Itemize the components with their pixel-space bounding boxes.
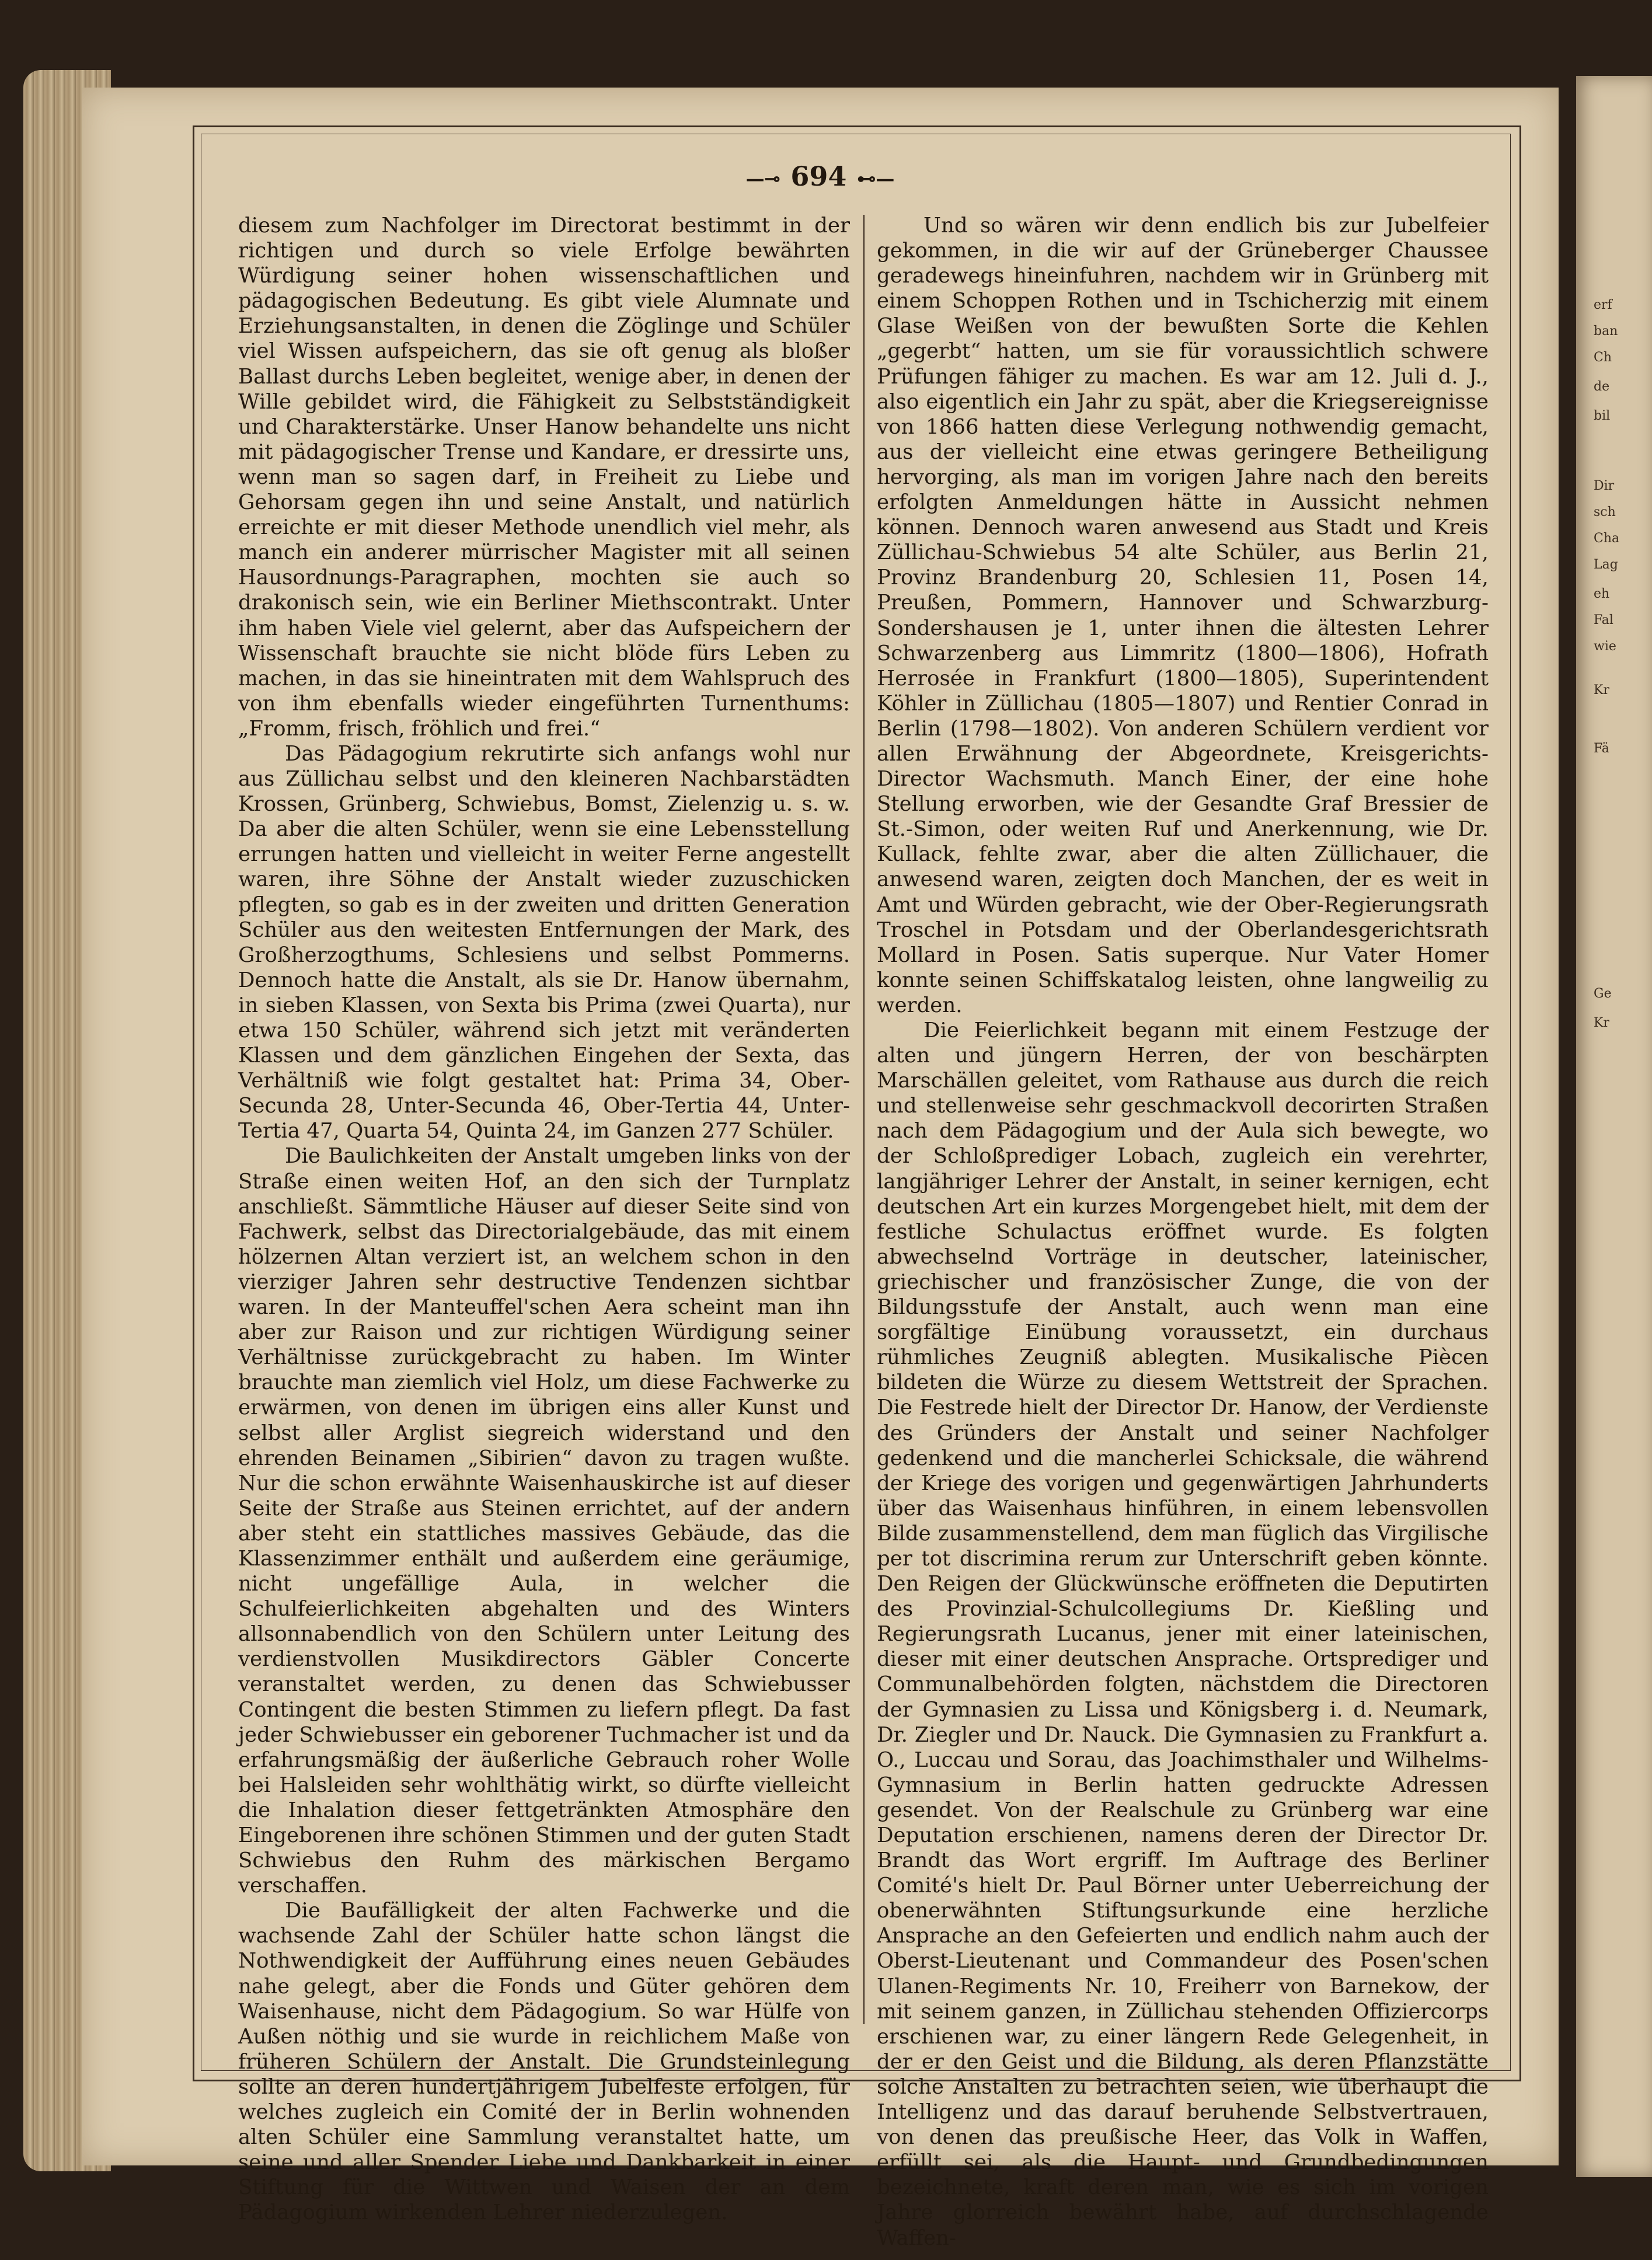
page-header <box>82 161 1559 192</box>
facing-page-fragment: ban <box>1594 324 1618 339</box>
facing-page-fragment: erf <box>1594 298 1612 312</box>
facing-page-fragment: Dir <box>1594 479 1615 493</box>
right-paragraph: Die Feierlichkeit begann mit einem Festzuge der alten und jüngern Herren, der von beschärpten Marschällen geleitet, vom Rathause aus durch die reich und stellenweise sehr geschmackvoll decorirten Straßen nach dem Pädagogium und der Aula sich bewegte, wo der Schloßprediger Lobach, zugleich ein verehrter, langjähriger Lehrer der Anstalt, in seiner kernigen, echt deutschen Art ein kurzes Morgengebet hielt, mit dem der festliche Schulactus eröffnet wurde. Es folgten abwechselnd Vorträge in deutscher, lateinischer, griechischer und französischer Zunge, die von der Bildungsstufe der Anstalt, auch wenn man eine sorgfältige Einübung voraussetzt, ein durchaus rühmliches Zeugniß ablegten. Musikalische Piècen bildeten die Würze zu diesem Wettstreit der Sprachen. Die Festrede hielt der Director Dr. Hanow, der Verdienste des Gründers der Anstalt und seiner Nachfolger gedenkend und die mancherlei Schicksale, die während der Kriege des vorigen und gegenwärtigen Jahrhunderts über das Waisenhaus hinführen, in einem lebensvollen Bilde zusammenstellend, dem man füglich das Virgilische per tot discrimina rerum zur Unterschrift geben könnte. Den Reigen der Glückwünsche eröffneten die Deputirten des Provinzial-Schulcollegiums Dr. Kießling und Regierungsrath Lucanus, jener mit einer lateinischen, dieser mit einer deutschen Ansprache. Ortsprediger und Communalbehörden folgten, nächstdem die Directoren der Gymnasien zu Lissa und Königsberg i. d. Neumark, Dr. Ziegler und Dr. Nauck. Die Gymnasien zu Frankfurt a. O., Luccau und Sorau, das Joachimsthaler und Wilhelms-Gymnasium in Berlin hatten gedruckte Adressen gesendet. Von der Realschule zu Grünberg war eine Deputation erschienen, namens deren der Director Dr. Brandt das Wort ergriff. Im Auftrage des Berliner Comité's hielt Dr. Paul Börner unter Ueberreichung der obenerwähnten Stiftungsurkunde eine herzliche Ansprache an den Gefeierten und endlich nahm auch der Oberst-Lieutenant und Commandeur des Posen'schen Ulanen-Regiments Nr. 10, Freiherr von Barnekow, der mit seinem ganzen, in Züllichau stehenden Offiziercorps erschienen war, zu einer längern Rede Gelegenheit, in der er den Geist und die Bildung, als deren Pflanzstätte solche Anstalten zu betrachten seien, wie überhaupt die Intelligenz und das darauf beruhende Selbstvertrauen, von denen das preußische Heer, das Volk in Waffen, erfüllt sei, als die Haupt- und Grundbedingungen bezeichnete, kraft deren man, wie es sich im vorigen Jahre glorreich bewährt habe, auf durchschlagende Waffen- <box>877 1019 1489 2250</box>
facing-page-fragment: eh <box>1594 587 1610 601</box>
right-paragraph: Und so wären wir denn endlich bis zur Jubelfeier gekommen, in die wir auf der Grüneberger Chaussee geradewegs hineinfuhren, nachdem wir in Grünberg mit einem Schoppen Rothen und in Tschicherzig mit einem Glase Weißen von der bewußten Sorte die Kehlen „gegerbt“ hatten, um sie für voraussichtlich schwere Prüfungen fähiger zu machen. Es war am 12. Juli d. J., also eigentlich ein Jahr zu spät, aber die Kriegsereignisse von 1866 hatten diese Verlegung nothwendig gemacht, aus der vielleicht eine etwas geringere Betheiligung hervorging, als man im vorigen Jahre nach den bereits erfolgten Anmeldungen hätte in Aussicht nehmen können. Dennoch waren anwesend aus Stadt und Kreis Züllichau-Schwiebus 54 alte Schüler, aus Berlin 21, Provinz Brandenburg 20, Schlesien 11, Posen 14, Preußen, Pommern, Hannover und Schwarzburg-Sondershausen je 1, unter ihnen die ältesten Lehrer Schwarzenberg aus Limmritz (1800—1806), Hofrath Herrosée in Frankfurt (1800—1805), Superintendent Köhler in Züllichau (1805—1807) und Rentier Conrad in Berlin (1798—1802). Von anderen Schülern verdient vor allen Erwähnung der Abgeordnete, Kreisgerichts-Director Wachsmuth. Manch Einer, der eine hohe Stellung erworben, wie der Gesandte Graf Bressier de St.-Simon, oder weiten Ruf und Anerkennung, wie Dr. Kullack, fehlte zwar, aber die alten Züllichauer, die anwesend waren, zeigten doch Manchen, der es weit in Amt und Würden gebracht, wie der Ober-Regierungsrath Troschel in Potsdam und der Oberlandesgerichtsrath Mollard in Posen. Satis superque. Nur Vater Homer konnte seinen Schiffskatalog leisten, ohne langweilig zu werden. <box>877 214 1489 1017</box>
left-paragraph: Die Baulichkeiten der Anstalt umgeben links von der Straße einen weiten Hof, an den sich der Turnplatz anschließt. Sämmtliche Häuser auf dieser Seite sind von Fachwerk, selbst das Directorialgebäude, das mit einem hölzernen Altan verziert ist, an welchem schon in den vierziger Jahren sehr destructive Tendenzen sichtbar waren. In der Manteuffel'schen Aera scheint man ihn aber zur Raison und zur richtigen Würdigung seiner Verhältnisse zurückgebracht zu haben. Im Winter brauchte man ziemlich viel Holz, um diese Fachwerke zu erwärmen, von denen im übrigen eins aller Kunst und selbst aller Arglist siegreich widerstand und den ehrenden Beinamen „Sibirien“ davon zu tragen wußte. Nur die schon erwähnte Waisenhauskirche ist auf dieser Seite der Straße aus Steinen errichtet, auf der andern aber steht ein stattliches massives Gebäude, das die Klassenzimmer enthält und außerdem eine geräumige, nicht ungefällige Aula, in welcher die Schulfeierlichkeiten abgehalten und des Winters allsonnabendlich von den Schülern unter Leitung des verdienstvollen Musikdirectors Gäbler Concerte veranstaltet werden, zu denen das Schwiebusser Contingent die besten Stimmen zu liefern pflegt. Da fast jeder Schwiebusser ein geborener Tuchmacher ist und da erfahrungsmäßig der äußerliche Gebrauch roher Wolle bei Halsleiden sehr wohlthätig wirkt, so dürfte vielleicht die Inhalation dieser fettgetränkten Atmosphäre den Eingeborenen ihre schönen Stimmen und der guten Stadt Schwiebus den Ruhm des märkischen Bergamo verschaffen. <box>238 1144 850 1898</box>
page <box>82 88 1559 2250</box>
facing-page-fragment: Kr <box>1594 683 1609 697</box>
facing-page-fragment: Ge <box>1594 986 1612 1001</box>
facing-page-fragment: Kr <box>1594 1016 1609 1030</box>
page-number: 694 <box>790 161 847 192</box>
facing-page-fragment: sch <box>1594 505 1616 519</box>
facing-page-fragment: wie <box>1594 639 1616 654</box>
facing-page-edge <box>1576 76 1652 2177</box>
column-divider <box>863 215 865 2024</box>
facing-page-fragment: Cha <box>1594 531 1620 546</box>
left-paragraph: Die Baufälligkeit der alten Fachwerke und die wachsende Zahl der Schüler hatte schon längst die Nothwendigkeit der Aufführung eines neuen Gebäudes nahe gelegt, aber die Fonds und Güter gehören dem Waisenhause, nicht dem Pädagogium. So war Hülfe von Außen nöthig und sie wurde in reichlichem Maße von früheren Schülern der Anstalt. Die Grundsteinlegung sollte an deren hundertjährigem Jubelfeste erfolgen, für welches zugleich ein Comité der in Berlin wohnenden alten Schüler eine Sammlung veranstaltet hatte, um seine und aller Spender Liebe und Dankbarkeit in einer Stiftung für die Wittwen und Waisen der an dem Pädagogium wirkenden Lehrer niederzulegen. <box>238 1899 850 2225</box>
facing-page-fragment: Lag <box>1594 557 1618 572</box>
facing-page-fragment: bil <box>1594 409 1611 423</box>
facing-page-fragment: de <box>1594 379 1610 394</box>
facing-page-fragment: Fä <box>1594 741 1609 756</box>
left-paragraph: diesem zum Nachfolger im Directorat bestimmt in der richtigen und durch so viele Erfolge bewährten Würdigung seiner hohen wissenschaftlichen und pädagogischen Bedeutung. Es gibt viele Alumnate und Erziehungsanstalten, in denen die Zöglinge und Schüler viel Wissen aufspeichern, das sie oft genug als bloßer Ballast durchs Leben begleitet, wenige aber, in denen der Wille gebildet wird, die Fähigkeit zu Selbstständigkeit und Charakterstärke. Unser Hanow behandelte uns nicht mit pädagogischer Trense und Kandare, er dressirte uns, wenn man so sagen darf, in Freiheit zu Liebe und Gehorsam gegen ihn und seine Anstalt, und natürlich erreichte er mit dieser Methode unendlich viel mehr, als manch ein anderer mürrischer Magister mit all seinen Hausordnungs-Paragraphen, mochten sie auch so drakonisch sein, wie ein Berliner Miethscontrakt. Unter ihm haben Viele viel gelernt, aber das Aufspeichern der Wissenschaft brauchte sie nicht blöde fürs Leben zu machen, in das sie hineintraten mit dem Wahlspruch des von ihm ebenfalls wieder eingeführten Turnenthums: „Fromm, frisch, fröhlich und frei.“ <box>238 214 850 741</box>
right-column <box>877 213 1489 2250</box>
facing-page-fragment: Ch <box>1594 350 1612 365</box>
left-column <box>238 213 850 2225</box>
left-paragraph: Das Pädagogium rekrutirte sich anfangs wohl nur aus Züllichau selbst und den kleineren Nachbarstädten Krossen, Grünberg, Schwiebus, Bomst, Zielenzig u. s. w. Da aber die alten Schüler, wenn sie eine Lebensstellung errungen hatten und vielleicht in weiter Ferne angestellt waren, ihre Söhne der Anstalt wieder zuzuschicken pflegten, so gab es in der zweiten und dritten Generation Schüler aus den weitesten Entfernungen der Mark, des Großherzogthums, Schlesiens und selbst Pommerns. Dennoch hatte die Anstalt, als sie Dr. Hanow übernahm, in sieben Klassen, von Sexta bis Prima (zwei Quarta), nur etwa 150 Schüler, während sich jetzt mit veränderten Klassen und dem gänzlichen Eingehen der Sexta, das Verhältniß wie folgt gestaltet hat: Prima 34, Ober-Secunda 28, Unter-Secunda 46, Ober-Tertia 44, Unter-Tertia 47, Quarta 54, Quinta 24, im Ganzen 277 Schüler. <box>238 741 850 1143</box>
header-ornament-left: —⊸ <box>745 168 780 190</box>
header-ornament-right: ⊷— <box>857 168 895 190</box>
facing-page-fragment: Fal <box>1594 613 1613 627</box>
